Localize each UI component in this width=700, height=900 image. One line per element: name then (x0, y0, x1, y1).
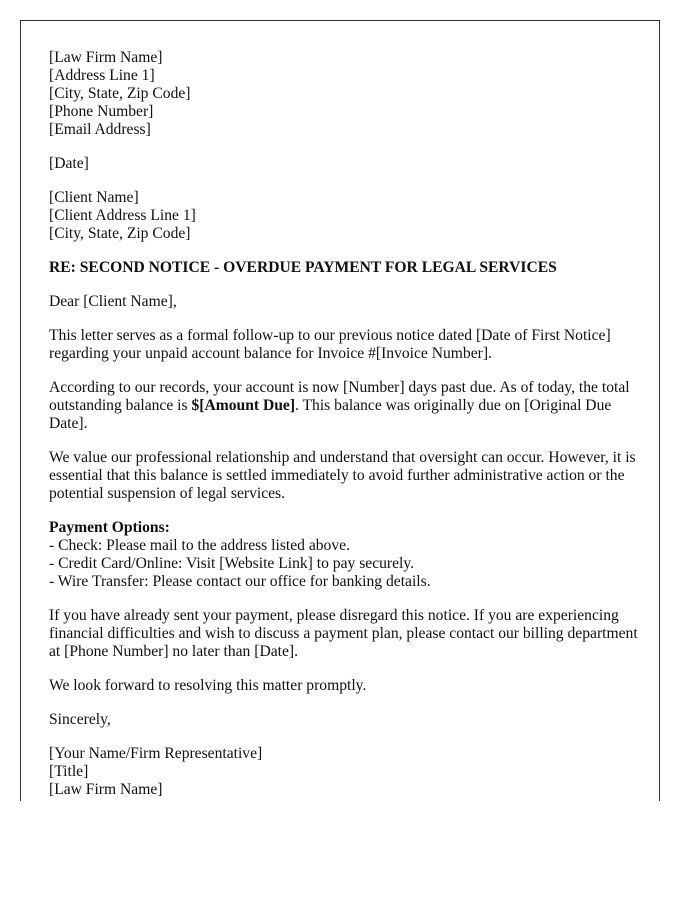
payment-options-section (49, 519, 639, 591)
subject-line: RE: SECOND NOTICE - OVERDUE PAYMENT FOR LEGAL SERVICES (49, 259, 557, 276)
balance-text-after: . This balance was originally due on [Original Due Date]. (49, 397, 612, 432)
letter-date (49, 155, 639, 173)
payment-option-check: - Check: Please mail to the address listed above. (49, 537, 350, 554)
salutation: Dear [Client Name], (49, 293, 177, 310)
sender-email: [Email Address] (49, 121, 151, 138)
paragraph-intro: This letter serves as a formal follow-up to our previous notice dated [Date of First Notice] regarding your unpaid account balance for Invoice #[Invoice Number]. (49, 327, 611, 362)
closing-sincerely: Sincerely, (49, 711, 111, 728)
recipient-name: [Client Name] (49, 189, 139, 206)
sender-phone: [Phone Number] (49, 103, 154, 120)
signature-name: [Your Name/Firm Representative] (49, 745, 263, 762)
letter-page (20, 20, 660, 801)
sender-address-block (49, 49, 639, 139)
payment-options-heading: Payment Options: (49, 519, 170, 536)
recipient-address-line-1: [Client Address Line 1] (49, 207, 196, 224)
sender-firm-name: [Law Firm Name] (49, 49, 163, 66)
paragraph-balance (49, 379, 639, 433)
sender-city-state-zip: [City, State, Zip Code] (49, 85, 191, 102)
recipient-address-block (49, 189, 639, 243)
payment-option-credit-card: - Credit Card/Online: Visit [Website Link] to pay securely. (49, 555, 415, 572)
signature-block (49, 745, 639, 799)
date-text: [Date] (49, 155, 89, 172)
paragraph-relationship: We value our professional relationship and understand that oversight can occur. However, it is essential that this balance is settled immediately to avoid further administrative action or the potential suspension of legal services. (49, 449, 636, 502)
balance-text-before: According to our records, your account is now [Number] days past due. As of today, the total outstanding balance is (49, 379, 630, 414)
payment-option-wire-transfer: - Wire Transfer: Please contact our office for banking details. (49, 573, 431, 590)
amount-due: $[Amount Due] (191, 397, 296, 414)
signature-title: [Title] (49, 763, 89, 780)
paragraph-closing-line: We look forward to resolving this matter promptly. (49, 677, 367, 694)
sender-address-line-1: [Address Line 1] (49, 67, 155, 84)
signature-firm: [Law Firm Name] (49, 781, 163, 798)
paragraph-disregard: If you have already sent your payment, please disregard this notice. If you are experiencing financial difficulties and wish to discuss a payment plan, please contact our billing department at [Phone Number] no later than [Date]. (49, 607, 638, 660)
recipient-city-state-zip: [City, State, Zip Code] (49, 225, 191, 242)
letter-content (49, 49, 639, 801)
